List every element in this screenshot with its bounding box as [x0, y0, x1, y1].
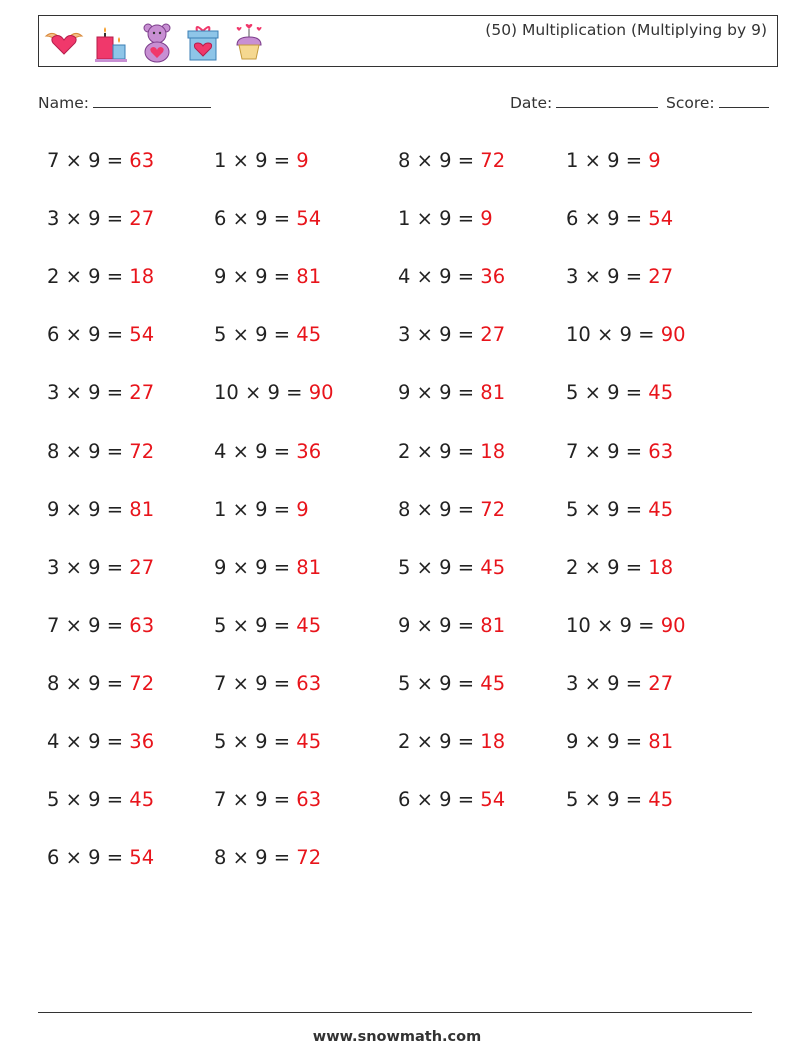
problem-answer: 63: [296, 671, 322, 695]
problem: [47, 439, 154, 465]
problem: [214, 380, 334, 406]
problem: [47, 206, 154, 232]
problem: [398, 439, 505, 465]
problem: [398, 787, 505, 813]
problem-expression: 2 × 9 =: [398, 730, 481, 753]
score-blank: [719, 93, 769, 108]
problem-expression: 8 × 9 =: [47, 671, 130, 695]
problem-answer: 36: [129, 730, 155, 753]
problem: [566, 729, 673, 755]
problem-answer: 9: [648, 149, 661, 172]
problem-expression: 9 × 9 =: [398, 381, 481, 405]
problem: [398, 671, 505, 697]
problem-expression: 3 × 9 =: [566, 671, 649, 695]
problem-answer: 18: [480, 439, 506, 463]
problem-answer: 90: [660, 613, 686, 637]
problem-expression: 7 × 9 =: [214, 788, 297, 812]
problem-answer: 81: [480, 613, 506, 637]
problem-expression: 1 × 9 =: [214, 149, 297, 172]
problem-expression: 3 × 9 =: [398, 323, 481, 347]
problem-expression: 5 × 9 =: [566, 497, 649, 521]
problem-answer: 54: [648, 207, 674, 231]
problem: [398, 555, 505, 581]
problem-answer: 9: [296, 149, 309, 172]
problem: [398, 729, 505, 755]
problem-answer: 27: [480, 323, 506, 347]
problem-answer: 81: [296, 555, 322, 579]
problem: [47, 671, 154, 697]
problem: [566, 787, 673, 813]
problem-expression: 5 × 9 =: [214, 730, 297, 753]
problem-answer: 36: [480, 265, 506, 289]
worksheet-title: (50) Multiplication (Multiplying by 9): [485, 21, 767, 39]
problem: [566, 264, 673, 290]
problem-answer: 81: [129, 497, 155, 521]
problem: [47, 787, 154, 813]
problem: [214, 787, 321, 813]
problem-answer: 45: [648, 497, 674, 521]
problem-answer: 18: [480, 730, 506, 753]
problem: [214, 555, 321, 581]
problem-answer: 90: [308, 381, 334, 405]
problem-expression: 9 × 9 =: [214, 555, 297, 579]
score-field: [666, 93, 769, 112]
problem-answer: 45: [480, 671, 506, 695]
problem-answer: 27: [129, 555, 155, 579]
problem-expression: 2 × 9 =: [47, 265, 130, 289]
problem-answer: 72: [296, 846, 322, 870]
date-blank: [556, 93, 658, 108]
problem-expression: 4 × 9 =: [398, 265, 481, 289]
problem: [47, 264, 154, 290]
problem-answer: 27: [129, 207, 155, 231]
problem: [566, 439, 673, 465]
cupcake-icon: [229, 21, 269, 63]
problem-expression: 10 × 9 =: [214, 381, 309, 405]
name-field: [38, 93, 211, 112]
problem-expression: 7 × 9 =: [566, 439, 649, 463]
problem-expression: 1 × 9 =: [398, 207, 481, 231]
problem-answer: 27: [129, 381, 155, 405]
problem-expression: 4 × 9 =: [214, 439, 297, 463]
problem-answer: 54: [480, 788, 506, 812]
problem-answer: 27: [648, 265, 674, 289]
problem-answer: 63: [129, 613, 155, 637]
problem-expression: 10 × 9 =: [566, 613, 661, 637]
problem-expression: 9 × 9 =: [47, 497, 130, 521]
problem: [47, 555, 154, 581]
problem: [566, 322, 686, 348]
name-blank: [93, 93, 211, 108]
problem-expression: 4 × 9 =: [47, 730, 130, 753]
problem-answer: 18: [648, 555, 674, 579]
winged-heart-icon: [43, 22, 85, 62]
problem: [214, 845, 321, 871]
problem-answer: 90: [660, 323, 686, 347]
problem-expression: 8 × 9 =: [47, 439, 130, 463]
problem: [47, 729, 154, 755]
problem-expression: 5 × 9 =: [214, 613, 297, 637]
problem-expression: 6 × 9 =: [47, 323, 130, 347]
problem-answer: 45: [648, 381, 674, 405]
problem: [214, 497, 309, 523]
name-label: Name:: [38, 94, 89, 112]
problem: [214, 206, 321, 232]
problem: [214, 729, 321, 755]
score-label: Score:: [666, 94, 715, 112]
problem: [398, 322, 505, 348]
problem: [47, 380, 154, 406]
problem-answer: 63: [296, 788, 322, 812]
problem-expression: 5 × 9 =: [214, 323, 297, 347]
problem-expression: 2 × 9 =: [566, 555, 649, 579]
problem-expression: 9 × 9 =: [566, 730, 649, 753]
problem-expression: 10 × 9 =: [566, 323, 661, 347]
problem-answer: 81: [296, 265, 322, 289]
problem: [214, 439, 321, 465]
problem-expression: 5 × 9 =: [566, 788, 649, 812]
problem: [398, 380, 505, 406]
problem: [566, 555, 673, 581]
problem-answer: 81: [480, 381, 506, 405]
problem-answer: 72: [129, 439, 155, 463]
problem: [566, 148, 661, 174]
problem-expression: 8 × 9 =: [214, 846, 297, 870]
problem-answer: 54: [129, 323, 155, 347]
problem-expression: 3 × 9 =: [47, 207, 130, 231]
problem: [214, 671, 321, 697]
problem: [398, 206, 493, 232]
problem-answer: 27: [648, 671, 674, 695]
problem-expression: 5 × 9 =: [398, 555, 481, 579]
problem-expression: 3 × 9 =: [47, 381, 130, 405]
problem-answer: 72: [480, 497, 506, 521]
problem-expression: 3 × 9 =: [47, 555, 130, 579]
problem-answer: 72: [129, 671, 155, 695]
footer-divider: [38, 1012, 752, 1013]
problem-answer: 45: [296, 730, 322, 753]
problem-expression: 1 × 9 =: [566, 149, 649, 172]
problem: [398, 613, 505, 639]
problem-answer: 45: [296, 323, 322, 347]
problem-expression: 2 × 9 =: [398, 439, 481, 463]
problem: [398, 148, 505, 174]
problem-answer: 81: [648, 730, 674, 753]
problem: [47, 613, 154, 639]
problem-answer: 45: [480, 555, 506, 579]
problem-expression: 6 × 9 =: [214, 207, 297, 231]
problem-answer: 36: [296, 439, 322, 463]
gift-box-icon: [183, 21, 223, 63]
problem: [566, 497, 673, 523]
problem-expression: 7 × 9 =: [47, 613, 130, 637]
problem: [566, 380, 673, 406]
problem-expression: 5 × 9 =: [47, 788, 130, 812]
date-label: Date:: [510, 94, 553, 112]
problem-expression: 5 × 9 =: [398, 671, 481, 695]
problem-expression: 8 × 9 =: [398, 149, 481, 172]
problem: [47, 845, 154, 871]
problem-expression: 1 × 9 =: [214, 497, 297, 521]
problem: [398, 497, 505, 523]
problem: [214, 148, 309, 174]
problem-answer: 54: [129, 846, 155, 870]
header-box: [38, 15, 778, 67]
problem: [47, 497, 154, 523]
problem-expression: 6 × 9 =: [398, 788, 481, 812]
problem-answer: 45: [648, 788, 674, 812]
footer-site: www.snowmath.com: [312, 1029, 482, 1045]
problem: [214, 322, 321, 348]
problem: [47, 322, 154, 348]
problem-expression: 6 × 9 =: [47, 846, 130, 870]
problem: [47, 148, 154, 174]
problem-answer: 9: [296, 497, 309, 521]
problem-expression: 9 × 9 =: [398, 613, 481, 637]
problem: [566, 613, 686, 639]
problem: [566, 671, 673, 697]
problem: [214, 264, 321, 290]
problem-answer: 45: [296, 613, 322, 637]
problem-expression: 3 × 9 =: [566, 265, 649, 289]
problem-expression: 8 × 9 =: [398, 497, 481, 521]
problem-answer: 63: [648, 439, 674, 463]
problem-answer: 72: [480, 149, 506, 172]
problem-answer: 54: [296, 207, 322, 231]
problem: [566, 206, 673, 232]
problem-answer: 18: [129, 265, 155, 289]
problem-expression: 6 × 9 =: [566, 207, 649, 231]
problem: [398, 264, 505, 290]
problem-expression: 9 × 9 =: [214, 265, 297, 289]
problem-answer: 45: [129, 788, 155, 812]
problem: [214, 613, 321, 639]
header-icons: [43, 20, 269, 64]
problem-answer: 63: [129, 149, 155, 172]
candles-icon: [91, 21, 131, 63]
problem-answer: 9: [480, 207, 493, 231]
teddy-bear-icon: [137, 21, 177, 63]
problem-expression: 5 × 9 =: [566, 381, 649, 405]
date-field: [510, 93, 658, 112]
problem-expression: 7 × 9 =: [214, 671, 297, 695]
problem-expression: 7 × 9 =: [47, 149, 130, 172]
